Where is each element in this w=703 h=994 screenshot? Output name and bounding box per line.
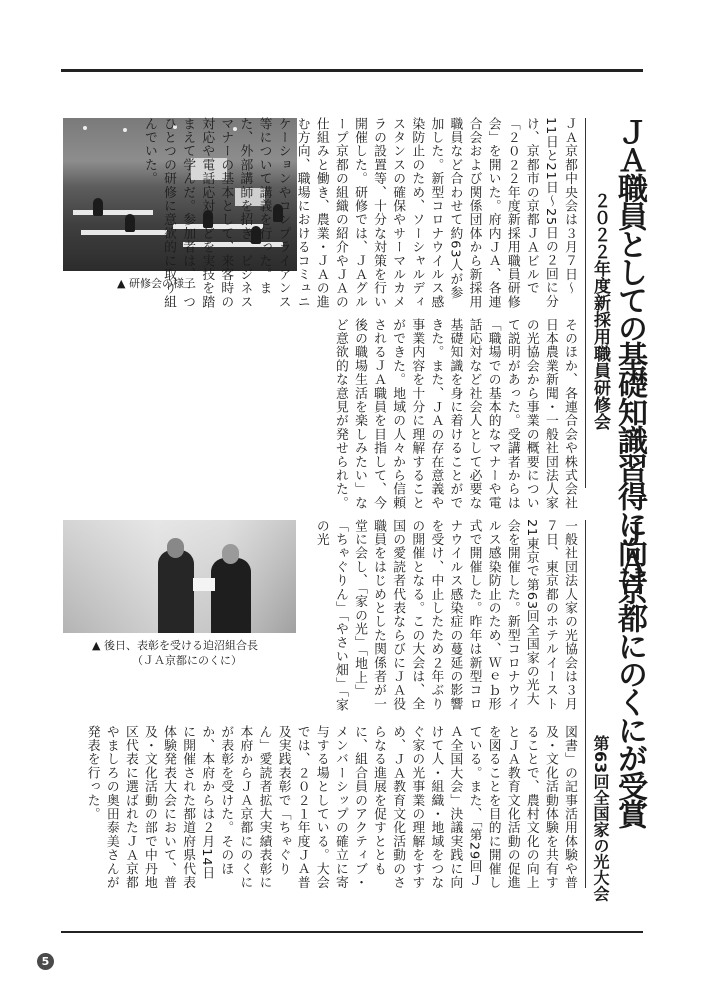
article1-photo-caption: ▲ 研修会の様子 <box>117 277 195 290</box>
article2-body-lower: 図書」の記事活用体験や普及・文化活動体験を共有することで、農村文化の向上とＪＡ教育文化活動の促進を図ることを目的に開催している。また、「第29回ＪＡ全国大会」決議実践に向けて人・組織・地域をつなぐ家の光事業の理解をすすめ、ＪＡ教育文化活動のさらなる進展を促すとともに、組合員のアクティブ・メンバーシップの確立に寄与する場としている。大会では、２０２１年度ＪＡ普及実践表彰で「ちゃぐりん」愛読者拡大実績表彰に本府からＪＡ京都にのくにが表彰を受けた。そのほか、本府からは２月14日に開催された都道府県代表体験発表大会において、普及・文化活動の部で中丹地区代表に選ばれたＪＡ京都やましろの奥田泰美さんが発表を行った。 <box>84 725 577 890</box>
article1-body-upper: ＪＡ京都中央会は３月７日～11日と21日～25日の２回に分け、京都市の京都ＪＡビルで「２０２２年度新採用職員研修会」を開いた。府内ＪＡ、各連合会および関係団体から新採用職員など合わせて約63人が参加した。新型コロナウイルス感染防止のため、ソーシャルディスタンスの確保やサーマルカメラの設置等、十分な対策を行い開催した。研修では、ＪＡグループ京都の組織の紹介やＪＡの仕組みと働き、農業・ＪＡの進む方向、職場におけるコミュニケーションやコンプライアンス等について講義を行った。また、外部講師を招き、ビジネスマナーの基本として、来客時の対応や電話応対などを実技を踏まえて学んだ。参加者は、一つひとつの研修に意欲的に取り組んでいた。 <box>141 117 577 309</box>
page-number: 5 <box>37 953 54 970</box>
top-rule <box>61 69 643 72</box>
article2-title-rule <box>585 520 586 888</box>
article2-photo <box>63 520 296 633</box>
article2-subtitle: 第63回全国家の光大会 <box>591 735 610 902</box>
bottom-rule <box>61 931 643 933</box>
article2-photo-caption-credit: （ＪＡ京都にのくに） <box>132 654 242 667</box>
article1-title: ＪＡ職員としての基礎知識習得に向け <box>612 117 647 593</box>
article2-body-upper: 一般社団法人家の光協会は３月７日、東京都のホテルイースト21東京で第63回全国家の光大会を開催した。新型コロナウイルス感染防止のため、Ｗｅｂ形式で開催した。昨年は新型コロナウイルス感染症の蔓延の影響を受け、中止したため２年ぶりの開催となる。この大会は、全国の愛読者代表ならびにＪＡ役職員をはじめとした関係者が一堂に会し、「家の光」「地上」「ちゃぐりん」「やさい畑」「家の光 <box>313 519 577 712</box>
article2-photo-caption: ▲ 後日、表彰を受ける迫沼組合長 <box>92 639 258 652</box>
article1-subtitle: ２０２２年度新採用職員研修会 <box>590 192 610 430</box>
article2-title: ＪＡ京都にのくにが受賞 <box>612 519 647 827</box>
article1-title-rule <box>585 118 586 488</box>
article1-body-lower: そのほか、各連合会や株式会社日本農業新聞・一般社団法人家の光協会から事業の概要について説明があった。受講者からは「職場での基本的なマナーや電話応対など社会人として必要な基礎知識を身に着けることができた。また、ＪＡの存在意義や事業内容を十分に理解することができた。地域の人々から信頼されるＪＡ職員を目指して、今後の職場生活を楽しみたい」など意欲的な意見が発せられた。 <box>332 318 577 510</box>
